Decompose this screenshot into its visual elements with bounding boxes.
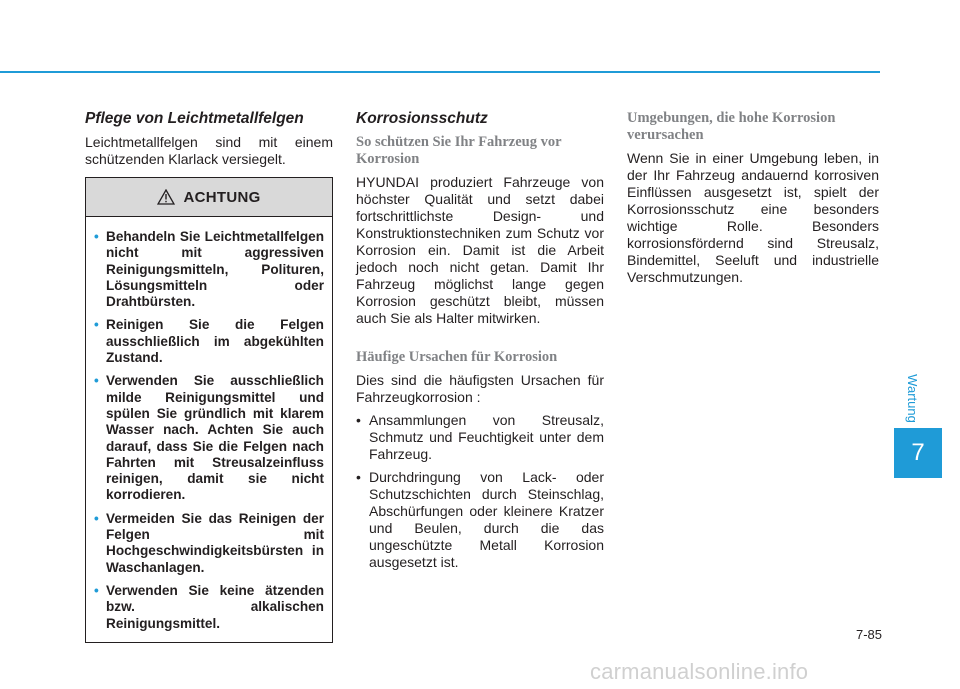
chapter-number-tab: 7	[894, 428, 942, 478]
warning-box	[85, 177, 333, 643]
section-heading-alloy-wheels: Pflege von Leichtmetallfelgen	[85, 110, 304, 127]
environments-paragraph: Wenn Sie in einer Umgebung leben, in der Ihr Fahrzeug andauernd korrosiven Einflüssen ausgesetzt ist, spielt der Korrosionsschutz eine besonders wichtige Rolle. Besonders korrosionsfördernd sind Streusalz, Bindemittel, Seeluft und industrielle Verschmutzungen.	[627, 150, 879, 285]
column-environments	[627, 110, 879, 286]
column-alloy-wheels	[85, 110, 333, 643]
section-heading-corrosion: Korrosionsschutz	[356, 110, 488, 127]
causes-intro-paragraph: Dies sind die häufigsten Ursachen für Fahrzeugkorrosion :	[356, 372, 604, 405]
corrosion-intro-paragraph: HYUNDAI produziert Fahrzeuge von höchster Qualität und setzt dabei fortschrittlichste Design- und Konstruktionstechniken zum Schutz vor Korrosion ein. Damit ist die Arbeit jedoch noch nicht getan. Damit Ihr Fahrzeug möglichst lange gegen Korrosion geschützt bleibt, müssen auch Sie als Halter mitwirken.	[356, 174, 604, 326]
warning-item: • Verwenden Sie ausschließlich milde Reinigungsmittel und spülen Sie gründlich mit klarem Wasser nach. Achten Sie auch darauf, dass Sie die Felgen nach Fahrten mit Streusalzeinfluss reinigen, damit sie nicht korrodieren.	[94, 373, 324, 503]
side-section-label	[897, 368, 927, 428]
header-rule	[0, 71, 880, 73]
cause-item: • Durchdringung von Lack- oder Schutzschichten durch Steinschlag, Abschürfungen oder kleinere Kratzer und Beulen, durch die das ungeschützte Metall Korrosion ausgesetzt ist.	[356, 469, 604, 571]
cause-item: • Ansammlungen von Streusalz, Schmutz und Feuchtigkeit unter dem Fahrzeug.	[356, 412, 604, 463]
warning-body	[86, 217, 332, 642]
subheading-common-causes: Häufige Ursachen für Korrosion	[356, 349, 558, 365]
subheading-protect-vehicle: So schützen Sie Ihr Fahrzeug vor Korrosion	[356, 134, 562, 167]
column-corrosion-protection	[356, 110, 604, 577]
causes-list	[356, 412, 604, 571]
alloy-wheels-intro: Leichtmetallfelgen sind mit einem schützenden Klarlack versiegelt.	[85, 134, 333, 167]
warning-list	[94, 229, 324, 632]
warning-triangle-icon	[157, 189, 175, 205]
page-number: 7-85	[855, 627, 882, 642]
warning-item: • Verwenden Sie keine ätzenden bzw. alkalischen Reinigungsmittel.	[94, 583, 324, 632]
warning-item: • Behandeln Sie Leichtmetallfelgen nicht mit aggressiven Reinigungsmitteln, Polituren, Lösungsmitteln oder Drahtbürsten.	[94, 229, 324, 310]
side-section-label-text: Wartung	[904, 373, 920, 423]
warning-title: ACHTUNG	[183, 188, 261, 206]
warning-item: • Vermeiden Sie das Reinigen der Felgen mit Hochgeschwindigkeitsbürsten in Waschanlagen.	[94, 511, 324, 576]
warning-header	[86, 178, 332, 217]
watermark: carmanualsonline.info	[590, 659, 809, 684]
subheading-corrosive-environments: Umgebungen, die hohe Korrosion verursachen	[627, 110, 836, 143]
warning-item: • Reinigen Sie die Felgen ausschließlich im abgekühlten Zustand.	[94, 317, 324, 366]
